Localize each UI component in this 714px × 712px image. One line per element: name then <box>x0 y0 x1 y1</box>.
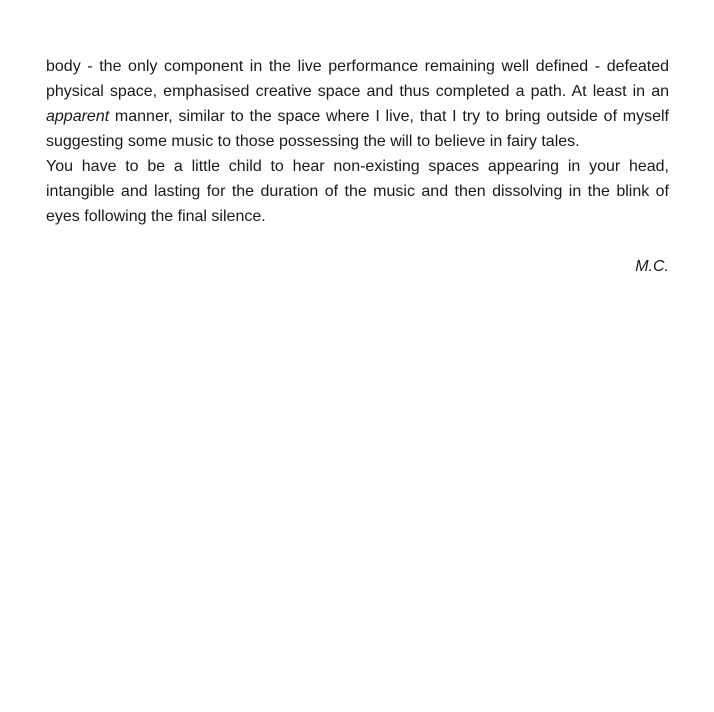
document-page <box>46 54 669 279</box>
paragraph-1-text-end: manner, similar to the space where I live, that I try to bring outside of myself suggesting some music to those possessing the will to believe in fairy tales. <box>46 108 669 150</box>
paragraph-1-emphasis: apparent <box>46 108 110 125</box>
paragraph-1-text-start: body - the only component in the live performance remaining well defined - defeated physical space, emphasised creative space and thus completed a path. At least in an <box>46 58 669 100</box>
paragraph-2: You have to be a little child to hear non-existing spaces appearing in your head, intangible and lasting for the duration of the music and then dissolving in the blink of eyes following the final silence. <box>46 158 669 225</box>
signature: M.C. <box>635 258 669 275</box>
paragraph-1 <box>46 54 669 154</box>
